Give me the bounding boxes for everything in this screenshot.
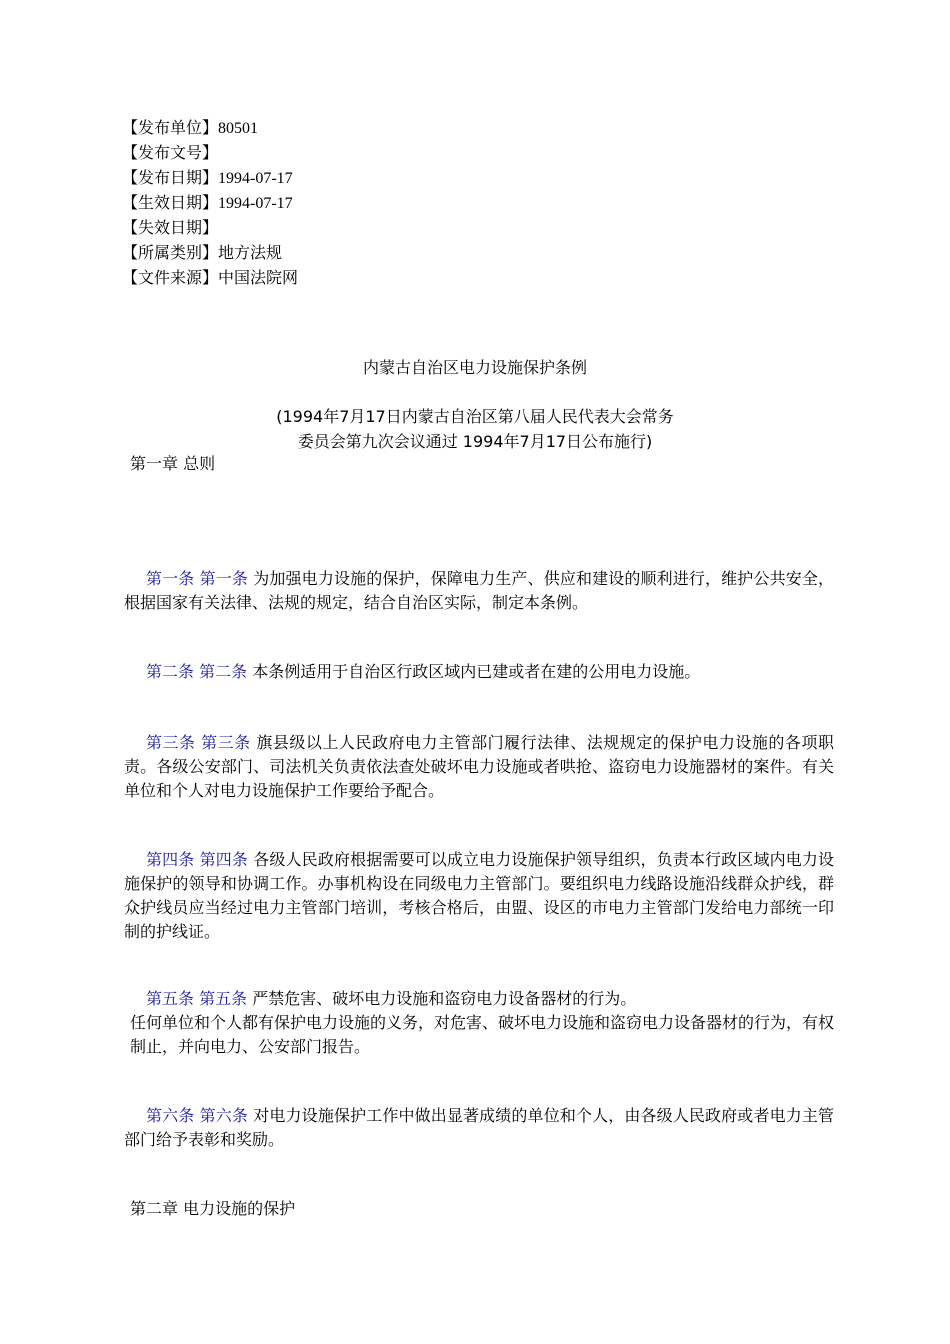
- article-ref: 第四条: [146, 850, 195, 869]
- meta-label: 【失效日期】: [122, 218, 219, 237]
- article-1: [124, 567, 834, 615]
- meta-label: 【发布文号】: [122, 143, 219, 162]
- meta-label: 【发布日期】: [122, 168, 219, 187]
- article-text: 为加强电力设施的保护，保障电力生产、供应和建设的顺利进行，维护公共安全，根据国家有关法律、法规的规定，结合自治区实际，制定本条例。: [124, 569, 834, 612]
- article-ref: 第五条: [199, 989, 248, 1008]
- chapter-heading-2: 第二章 电力设施的保护: [130, 1199, 296, 1218]
- chapter-heading-1: 第一章 总则: [130, 454, 216, 473]
- article-ref: 第五条: [146, 989, 195, 1008]
- article-ref: 第三条: [146, 733, 196, 752]
- article-ref: 第六条: [146, 1106, 195, 1125]
- article-4: [124, 848, 834, 944]
- adoption-note-line-1: (1994年7月17日内蒙古自治区第八届人民代表大会常务: [276, 407, 674, 426]
- meta-row-effective-date: [122, 190, 298, 215]
- article-text: 旗县级以上人民政府电力主管部门履行法律、法规规定的保护电力设施的各项职责。各级公安部门、司法机关负责依法查处破坏电力设施或者哄抢、盗窃电力设施器材的案件。有关单位和个人对电力设施保护工作要给予配合。: [124, 733, 834, 800]
- meta-row-doc-number: [122, 140, 298, 165]
- article-6: [124, 1104, 834, 1152]
- article-ref: 第一条: [146, 569, 195, 588]
- article-5: [124, 987, 834, 1059]
- article-ref: 第三条: [201, 733, 251, 752]
- adoption-note: [0, 404, 950, 454]
- meta-value: 1994-07-17: [218, 170, 293, 187]
- metadata-block: [122, 115, 298, 290]
- meta-label: 【生效日期】: [122, 193, 219, 212]
- article-ref: 第一条: [199, 569, 249, 588]
- meta-value: 中国法院网: [218, 268, 299, 287]
- article-ref: 第六条: [199, 1106, 249, 1125]
- article-subparagraph: 任何单位和个人都有保护电力设施的义务，对危害、破坏电力设施和盗窃电力设备器材的行为，有权制止，并向电力、公安部门报告。: [130, 1013, 835, 1056]
- article-3: [124, 731, 834, 803]
- adoption-note-line-2: 委员会第九次会议通过 1994年7月17日公布施行): [297, 432, 653, 451]
- article-ref: 第四条: [199, 850, 249, 869]
- meta-row-expiry-date: [122, 215, 298, 240]
- meta-row-issuer: [122, 115, 298, 140]
- article-ref: 第二条: [146, 662, 195, 681]
- article-2: [124, 660, 834, 684]
- meta-label: 【发布单位】: [122, 118, 219, 137]
- document-title: 内蒙古自治区电力设施保护条例: [362, 358, 587, 377]
- meta-value: 1994-07-17: [218, 195, 293, 212]
- article-text: 各级人民政府根据需要可以成立电力设施保护领导组织，负责本行政区域内电力设施保护的领导和协调工作。办事机构设在同级电力主管部门。要组织电力线路设施沿线群众护线，群众护线员应当经过电力主管部门培训，考核合格后，由盟、设区的市电力主管部门发给电力部统一印制的护线证。: [124, 850, 834, 941]
- article-text: 严禁危害、破坏电力设施和盗窃电力设备器材的行为。: [252, 989, 637, 1008]
- article-text: 对电力设施保护工作中做出显著成绩的单位和个人，由各级人民政府或者电力主管部门给予表彰和奖励。: [124, 1106, 834, 1149]
- meta-value: 地方法规: [218, 243, 283, 262]
- article-ref: 第二条: [199, 662, 248, 681]
- meta-row-source: [122, 265, 298, 290]
- meta-row-issue-date: [122, 165, 298, 190]
- meta-label: 【文件来源】: [122, 268, 219, 287]
- meta-label: 【所属类别】: [122, 243, 219, 262]
- article-text: 本条例适用于自治区行政区域内已建或者在建的公用电力设施。: [252, 662, 701, 681]
- meta-row-category: [122, 240, 298, 265]
- meta-value: 80501: [218, 120, 259, 137]
